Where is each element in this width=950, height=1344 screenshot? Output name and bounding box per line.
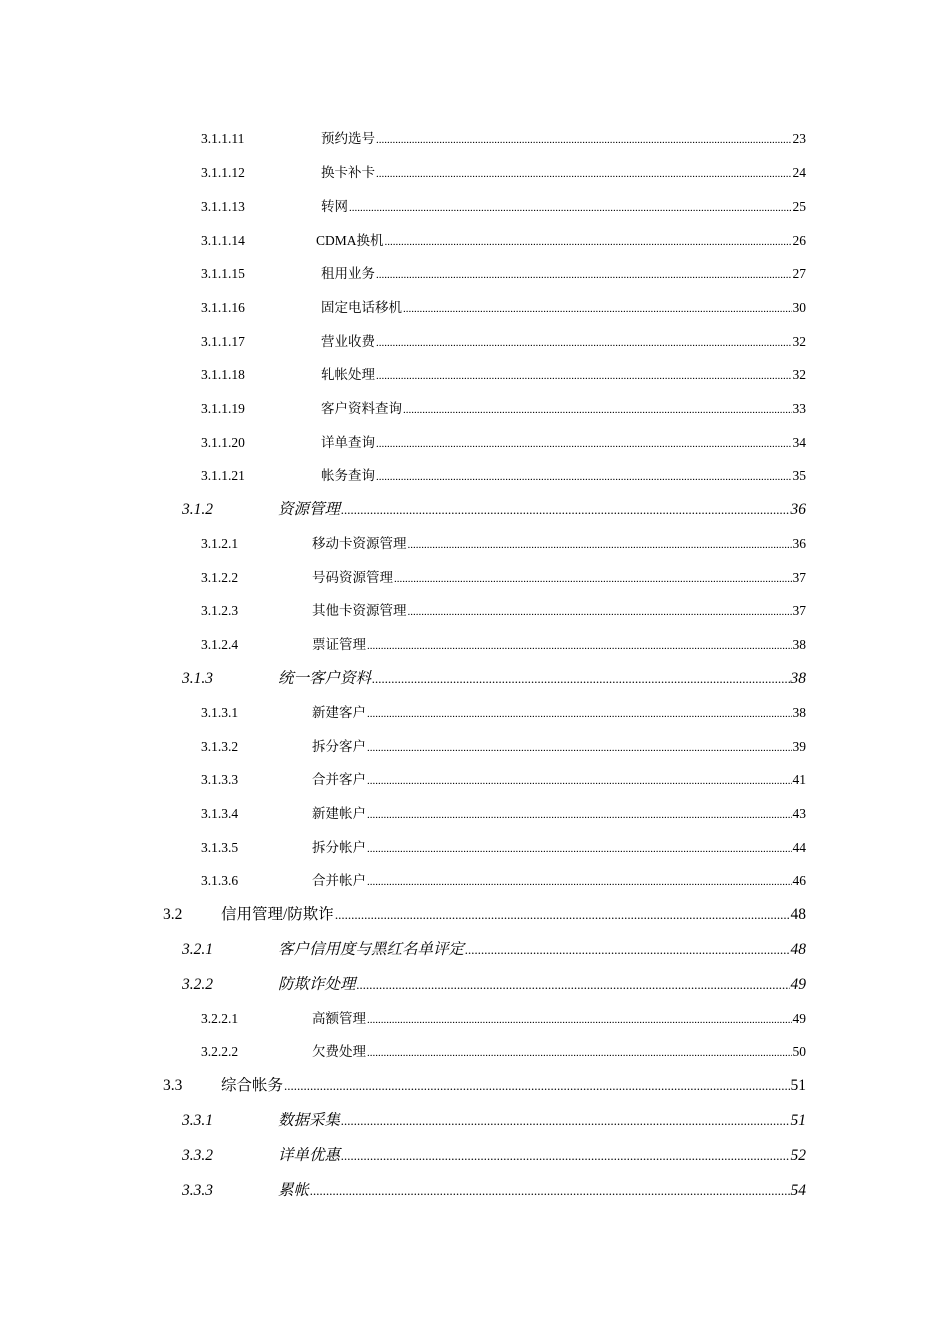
toc-entry-number: 3.1.3.5	[201, 840, 239, 855]
toc-entry[interactable]	[201, 735, 806, 757]
toc-entry-page: 37	[792, 570, 806, 585]
toc-entry-number: 3.1.1.17	[201, 334, 245, 349]
toc-entry[interactable]	[201, 229, 806, 251]
toc-entry[interactable]	[201, 127, 806, 149]
toc-entry-page: 24	[792, 165, 806, 180]
toc-entry-title: 拆分帐户	[312, 840, 366, 855]
dot-leader	[376, 269, 792, 281]
toc-entry-page: 49	[792, 1011, 806, 1026]
dot-leader	[341, 502, 789, 518]
toc-entry[interactable]	[201, 532, 806, 554]
toc-entry-page: 30	[792, 300, 806, 315]
toc-entry-title: 号码资源管理	[312, 570, 393, 585]
toc-entry[interactable]	[182, 1178, 806, 1200]
toc-entry-number: 3.1.1.19	[201, 401, 245, 416]
toc-entry[interactable]	[201, 195, 806, 217]
toc-entry-title: 客户信用度与黑红名单评定	[278, 941, 465, 958]
dot-leader	[367, 1047, 792, 1059]
toc-entry-number: 3.1.3.3	[201, 772, 239, 787]
toc-entry-title: 新建客户	[312, 705, 366, 720]
toc-entry-number: 3.2	[163, 906, 183, 923]
toc-entry-number: 3.1.2.3	[201, 603, 239, 618]
toc-entry-title: 轧帐处理	[321, 367, 375, 382]
dot-leader	[376, 134, 792, 146]
toc-entry-title: 租用业务	[321, 266, 375, 281]
toc-entry-page: 38	[792, 705, 806, 720]
toc-entry[interactable]	[201, 330, 806, 352]
toc-entry-number: 3.1.2.1	[201, 536, 239, 551]
toc-entry-page: 26	[792, 233, 806, 248]
toc-entry[interactable]	[201, 802, 806, 824]
toc-entry-number: 3.1.1.15	[201, 266, 245, 281]
dot-leader	[341, 1148, 789, 1164]
toc-entry[interactable]	[201, 633, 806, 655]
toc-entry-page: 35	[792, 468, 806, 483]
toc-entry-number: 3.3.2	[182, 1147, 213, 1164]
dot-leader	[376, 337, 792, 349]
toc-entry-number: 3.2.1	[182, 941, 213, 958]
toc-entry-page: 37	[792, 603, 806, 618]
toc-entry-title: 欠费处理	[312, 1044, 366, 1059]
toc-entry-number: 3.1.1.13	[201, 199, 245, 214]
toc-entry-page: 51	[790, 1077, 806, 1094]
dot-leader	[367, 708, 792, 720]
toc-entry-title: 防欺诈处理	[278, 976, 356, 993]
toc-entry-title: 客户资料查询	[321, 401, 402, 416]
dot-leader	[367, 1014, 792, 1026]
toc-entry-page: 49	[790, 976, 806, 993]
toc-entry-number: 3.1.1.16	[201, 300, 245, 315]
toc-entry-number: 3.1.1.11	[201, 131, 245, 146]
toc-entry-title: 票证管理	[312, 637, 366, 652]
dot-leader	[376, 370, 792, 382]
toc-entry-page: 54	[790, 1182, 806, 1199]
toc-entry-title: CDMA换机	[316, 233, 384, 248]
toc-entry-title: 转网	[321, 199, 348, 214]
dot-leader	[367, 640, 792, 652]
toc-entry[interactable]	[201, 464, 806, 486]
toc-entry-number: 3.3	[163, 1077, 183, 1094]
toc-entry-title: 营业收费	[321, 334, 375, 349]
toc-entry-page: 44	[792, 840, 806, 855]
toc-entry-page: 23	[792, 131, 806, 146]
toc-entry-number: 3.1.2.4	[201, 637, 239, 652]
toc-entry-number: 3.2.2	[182, 976, 213, 993]
toc-entry-number: 3.1.1.21	[201, 468, 245, 483]
toc-entry[interactable]	[182, 497, 806, 519]
toc-entry-page: 34	[792, 435, 806, 450]
toc-entry-title: 移动卡资源管理	[312, 536, 407, 551]
toc-entry[interactable]	[201, 701, 806, 723]
dot-leader	[408, 606, 792, 618]
toc-entry-number: 3.1.1.18	[201, 367, 245, 382]
toc-entry-title: 信用管理/防欺诈	[221, 906, 334, 923]
dot-leader	[341, 1113, 789, 1129]
toc-entry-number: 3.1.2	[182, 501, 213, 518]
toc-entry-number: 3.3.1	[182, 1112, 213, 1129]
toc-entry-number: 3.1.1.14	[201, 233, 245, 248]
toc-entry-number: 3.1.3	[182, 670, 213, 687]
toc-entry[interactable]	[182, 937, 806, 959]
toc-entry-page: 38	[792, 637, 806, 652]
toc-entry[interactable]	[201, 363, 806, 385]
dot-leader	[376, 438, 792, 450]
toc-entry-page: 33	[792, 401, 806, 416]
dot-leader	[408, 539, 792, 551]
toc-entry[interactable]	[201, 599, 806, 621]
toc-entry[interactable]	[201, 768, 806, 790]
toc-entry-page: 27	[792, 266, 806, 281]
dot-leader	[465, 942, 789, 958]
toc-entry[interactable]	[163, 902, 806, 924]
toc-entry-page: 32	[792, 367, 806, 382]
toc-entry-page: 38	[790, 670, 806, 687]
toc-entry-page: 32	[792, 334, 806, 349]
toc-entry[interactable]	[201, 1007, 806, 1029]
toc-entry-title: 预约选号	[321, 131, 375, 146]
toc-entry-title: 拆分客户	[312, 739, 366, 754]
dot-leader	[310, 1183, 789, 1199]
toc-entry-page: 51	[790, 1112, 806, 1129]
toc-entry-page: 36	[792, 536, 806, 551]
toc-entry-page: 48	[790, 941, 806, 958]
toc-entry-title: 新建帐户	[312, 806, 366, 821]
toc-entry-number: 3.3.3	[182, 1182, 213, 1199]
toc-entry-page: 39	[792, 739, 806, 754]
toc-entry-number: 3.1.2.2	[201, 570, 239, 585]
toc-entry-title: 统一客户资料	[278, 670, 372, 687]
toc-entry-page: 48	[790, 906, 806, 923]
toc-entry[interactable]	[201, 836, 806, 858]
toc-entry-title: 其他卡资源管理	[312, 603, 407, 618]
toc-entry-title: 综合帐务	[221, 1077, 284, 1094]
dot-leader	[349, 202, 792, 214]
toc-entry-title: 帐务查询	[321, 468, 375, 483]
toc-entry-title: 固定电话移机	[321, 300, 402, 315]
toc-entry[interactable]	[201, 431, 806, 453]
toc-entry-number: 3.1.3.1	[201, 705, 239, 720]
toc-entry[interactable]	[182, 1108, 806, 1130]
toc-entry-title: 数据采集	[278, 1112, 341, 1129]
toc-entry-page: 46	[792, 873, 806, 888]
dot-leader	[367, 742, 792, 754]
dot-leader	[367, 809, 792, 821]
dot-leader	[284, 1078, 789, 1094]
dot-leader	[367, 775, 792, 787]
dot-leader	[376, 168, 792, 180]
toc-entry[interactable]	[201, 296, 806, 318]
dot-leader	[357, 977, 790, 993]
toc-entry[interactable]	[201, 566, 806, 588]
toc-entry-number: 3.1.3.6	[201, 873, 239, 888]
dot-leader	[394, 573, 792, 585]
toc-entry-number: 3.1.1.12	[201, 165, 245, 180]
toc-entry-title: 资源管理	[278, 501, 341, 518]
toc-entry-number: 3.1.3.2	[201, 739, 239, 754]
toc-entry-title: 高额管理	[312, 1011, 366, 1026]
toc-entry-page: 50	[792, 1044, 806, 1059]
toc-entry-page: 43	[792, 806, 806, 821]
toc-entry[interactable]	[201, 161, 806, 183]
toc-entry[interactable]	[201, 397, 806, 419]
dot-leader	[403, 303, 792, 315]
toc-entry[interactable]	[182, 972, 806, 994]
toc-entry[interactable]	[201, 869, 806, 891]
dot-leader	[367, 843, 792, 855]
toc-entry-title: 换卡补卡	[321, 165, 375, 180]
toc-entry-title: 合并客户	[312, 772, 366, 787]
toc-entry-page: 36	[790, 501, 806, 518]
toc-entry-title: 累帐	[278, 1182, 310, 1199]
toc-entry-title: 详单优惠	[278, 1147, 341, 1164]
toc-entry-title: 详单查询	[321, 435, 375, 450]
toc-entry[interactable]	[182, 666, 806, 688]
dot-leader	[403, 404, 792, 416]
dot-leader	[372, 671, 789, 687]
toc-entry[interactable]	[163, 1073, 806, 1095]
toc-entry-title: 合并帐户	[312, 873, 366, 888]
toc-entry-number: 3.1.3.4	[201, 806, 239, 821]
toc-entry[interactable]	[201, 262, 806, 284]
dot-leader	[335, 907, 790, 923]
toc-entry[interactable]	[201, 1040, 806, 1062]
toc-entry-page: 25	[792, 199, 806, 214]
toc-entry-number: 3.1.1.20	[201, 435, 245, 450]
dot-leader	[376, 471, 792, 483]
toc-entry[interactable]	[182, 1143, 806, 1165]
dot-leader	[367, 876, 792, 888]
toc-entry-page: 41	[792, 772, 806, 787]
dot-leader	[385, 236, 792, 248]
toc-entry-number: 3.2.2.1	[201, 1011, 239, 1026]
toc-entry-number: 3.2.2.2	[201, 1044, 239, 1059]
toc-entry-page: 52	[790, 1147, 806, 1164]
